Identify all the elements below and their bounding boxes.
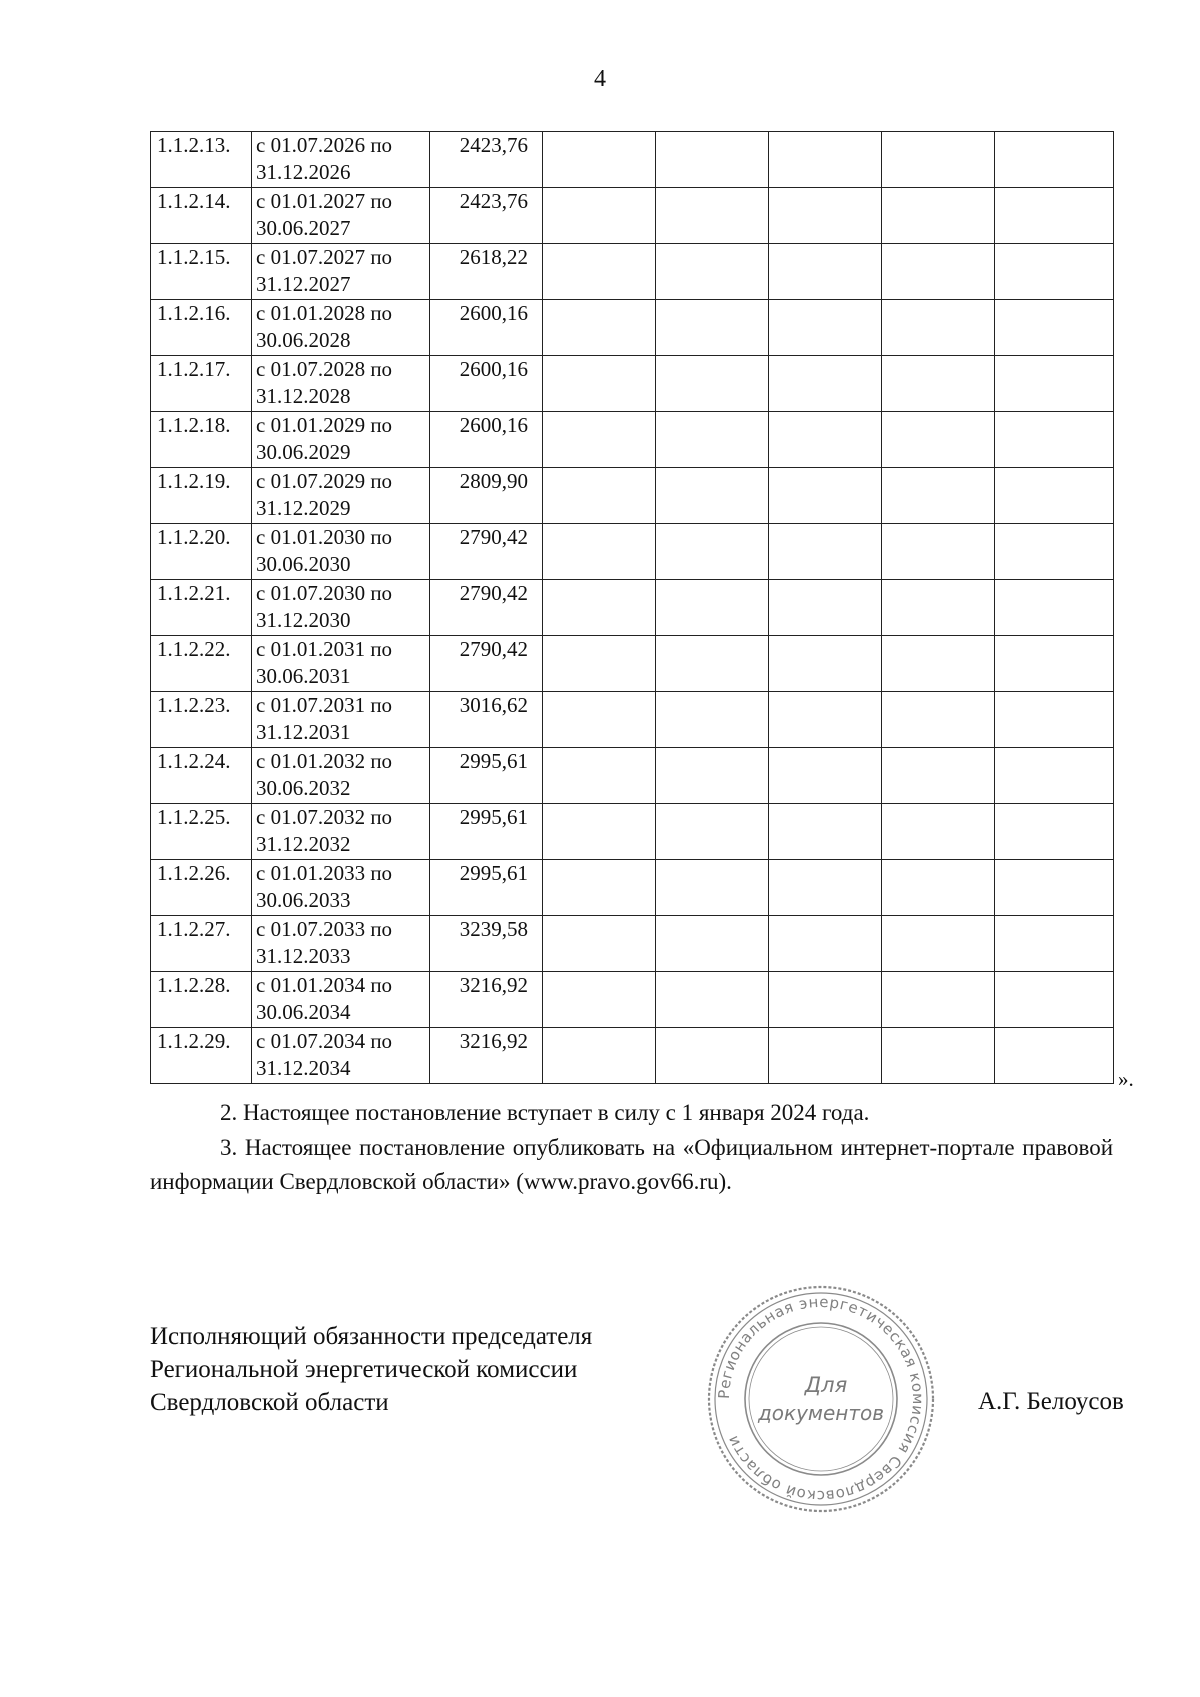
period-start-line: с 01.07.2034 по: [256, 1029, 393, 1053]
empty-cell: [882, 1028, 995, 1084]
row-number-cell: 1.1.2.21.: [151, 580, 252, 636]
row-number-cell: 1.1.2.16.: [151, 300, 252, 356]
empty-cell: [995, 356, 1114, 412]
period-end-line: 31.12.2033: [256, 944, 351, 968]
empty-cell: [995, 524, 1114, 580]
empty-cell: [543, 300, 656, 356]
empty-cell: [656, 244, 769, 300]
row-number-cell: 1.1.2.22.: [151, 636, 252, 692]
empty-cell: [995, 916, 1114, 972]
row-number-cell: 1.1.2.24.: [151, 748, 252, 804]
table-row: [151, 244, 1114, 300]
empty-cell: [656, 524, 769, 580]
period-end-line: 30.06.2032: [256, 776, 351, 800]
tariff-value-cell: 3016,62: [430, 692, 543, 748]
empty-cell: [543, 412, 656, 468]
period-cell: [252, 748, 430, 804]
tariff-value-cell: 3239,58: [430, 916, 543, 972]
empty-cell: [882, 132, 995, 188]
period-cell: [252, 412, 430, 468]
period-end-line: 31.12.2034: [256, 1056, 351, 1080]
period-start-line: с 01.01.2034 по: [256, 973, 393, 997]
position-line-2: Региональной энергетической комиссии: [150, 1356, 578, 1383]
row-number-cell: 1.1.2.29.: [151, 1028, 252, 1084]
period-cell: [252, 244, 430, 300]
period-start-line: с 01.01.2027 по: [256, 189, 393, 213]
period-cell: [252, 972, 430, 1028]
tariff-value-cell: 2995,61: [430, 804, 543, 860]
empty-cell: [995, 972, 1114, 1028]
period-end-line: 30.06.2033: [256, 888, 351, 912]
period-end-line: 31.12.2032: [256, 832, 351, 856]
table-row: [151, 580, 1114, 636]
empty-cell: [543, 804, 656, 860]
period-start-line: с 01.01.2033 по: [256, 861, 393, 885]
period-start-line: с 01.07.2026 по: [256, 133, 393, 157]
period-cell: [252, 524, 430, 580]
row-number-cell: 1.1.2.15.: [151, 244, 252, 300]
period-end-line: 30.06.2031: [256, 664, 351, 688]
table-row: [151, 916, 1114, 972]
empty-cell: [769, 412, 882, 468]
tariff-value-cell: 2809,90: [430, 468, 543, 524]
period-start-line: с 01.01.2028 по: [256, 301, 393, 325]
empty-cell: [656, 804, 769, 860]
empty-cell: [995, 300, 1114, 356]
empty-cell: [882, 356, 995, 412]
empty-cell: [882, 692, 995, 748]
tariff-table: [150, 131, 1114, 1084]
period-start-line: с 01.01.2030 по: [256, 525, 393, 549]
period-end-line: 31.12.2028: [256, 384, 351, 408]
period-cell: [252, 916, 430, 972]
empty-cell: [543, 244, 656, 300]
tariff-value-cell: 2618,22: [430, 244, 543, 300]
empty-cell: [656, 468, 769, 524]
period-start-line: с 01.01.2031 по: [256, 637, 393, 661]
table-row: [151, 356, 1114, 412]
period-start-line: с 01.01.2032 по: [256, 749, 393, 773]
empty-cell: [882, 300, 995, 356]
empty-cell: [769, 580, 882, 636]
period-end-line: 31.12.2027: [256, 272, 351, 296]
period-cell: [252, 1028, 430, 1084]
empty-cell: [882, 636, 995, 692]
period-start-line: с 01.07.2032 по: [256, 805, 393, 829]
empty-cell: [656, 1028, 769, 1084]
period-end-line: 31.12.2026: [256, 160, 351, 184]
empty-cell: [543, 636, 656, 692]
period-cell: [252, 188, 430, 244]
empty-cell: [769, 132, 882, 188]
empty-cell: [769, 748, 882, 804]
empty-cell: [656, 860, 769, 916]
row-number-cell: 1.1.2.18.: [151, 412, 252, 468]
tariff-value-cell: 2600,16: [430, 412, 543, 468]
stamp-ring-text: Региональная энергетическая комиссия Свердловской области: [714, 1292, 928, 1506]
period-end-line: 30.06.2029: [256, 440, 351, 464]
period-end-line: 30.06.2027: [256, 216, 351, 240]
empty-cell: [882, 804, 995, 860]
empty-cell: [995, 860, 1114, 916]
period-start-line: с 01.07.2030 по: [256, 581, 393, 605]
tariff-value-cell: 2600,16: [430, 300, 543, 356]
tariff-value-cell: 2995,61: [430, 748, 543, 804]
period-cell: [252, 692, 430, 748]
tariff-value-cell: 2790,42: [430, 580, 543, 636]
empty-cell: [656, 972, 769, 1028]
official-stamp: [706, 1284, 936, 1514]
table-row: [151, 804, 1114, 860]
empty-cell: [995, 748, 1114, 804]
period-end-line: 30.06.2034: [256, 1000, 351, 1024]
empty-cell: [543, 188, 656, 244]
empty-cell: [769, 804, 882, 860]
empty-cell: [882, 972, 995, 1028]
table-row: [151, 188, 1114, 244]
empty-cell: [769, 300, 882, 356]
period-cell: [252, 860, 430, 916]
empty-cell: [882, 748, 995, 804]
row-number-cell: 1.1.2.23.: [151, 692, 252, 748]
row-number-cell: 1.1.2.19.: [151, 468, 252, 524]
period-start-line: с 01.07.2031 по: [256, 693, 393, 717]
empty-cell: [656, 188, 769, 244]
tariff-value-cell: 2423,76: [430, 188, 543, 244]
empty-cell: [656, 580, 769, 636]
empty-cell: [656, 300, 769, 356]
tariff-value-cell: 3216,92: [430, 1028, 543, 1084]
empty-cell: [656, 748, 769, 804]
tariff-value-cell: 2995,61: [430, 860, 543, 916]
empty-cell: [543, 1028, 656, 1084]
empty-cell: [656, 132, 769, 188]
period-cell: [252, 132, 430, 188]
empty-cell: [882, 412, 995, 468]
period-start-line: с 01.01.2029 по: [256, 413, 393, 437]
empty-cell: [656, 692, 769, 748]
empty-cell: [543, 356, 656, 412]
empty-cell: [995, 188, 1114, 244]
period-cell: [252, 468, 430, 524]
empty-cell: [882, 244, 995, 300]
table-row: [151, 524, 1114, 580]
empty-cell: [543, 524, 656, 580]
empty-cell: [882, 860, 995, 916]
period-cell: [252, 356, 430, 412]
stamp-center-line-2: документов: [757, 1401, 885, 1425]
empty-cell: [995, 580, 1114, 636]
empty-cell: [769, 692, 882, 748]
table-row: [151, 468, 1114, 524]
row-number-cell: 1.1.2.26.: [151, 860, 252, 916]
period-end-line: 30.06.2030: [256, 552, 351, 576]
signatory-name: А.Г. Белоусов: [978, 1388, 1124, 1415]
empty-cell: [543, 916, 656, 972]
empty-cell: [769, 244, 882, 300]
position-line-3: Свердловской области: [150, 1389, 389, 1416]
table-row: [151, 132, 1114, 188]
empty-cell: [995, 804, 1114, 860]
row-number-cell: 1.1.2.20.: [151, 524, 252, 580]
tariff-value-cell: 2423,76: [430, 132, 543, 188]
closing-quote: ».: [1118, 1067, 1134, 1091]
row-number-cell: 1.1.2.13.: [151, 132, 252, 188]
empty-cell: [769, 524, 882, 580]
empty-cell: [995, 1028, 1114, 1084]
empty-cell: [656, 916, 769, 972]
empty-cell: [769, 972, 882, 1028]
period-cell: [252, 636, 430, 692]
empty-cell: [656, 356, 769, 412]
period-cell: [252, 804, 430, 860]
position-line-1: Исполняющий обязанности председателя: [150, 1323, 593, 1350]
page-number: 4: [594, 66, 606, 92]
table-row: [151, 860, 1114, 916]
empty-cell: [543, 468, 656, 524]
row-number-cell: 1.1.2.27.: [151, 916, 252, 972]
empty-cell: [882, 524, 995, 580]
empty-cell: [543, 580, 656, 636]
period-start-line: с 01.07.2028 по: [256, 357, 393, 381]
tariff-table-body: [151, 132, 1114, 1084]
empty-cell: [769, 1028, 882, 1084]
empty-cell: [995, 412, 1114, 468]
empty-cell: [543, 132, 656, 188]
empty-cell: [882, 468, 995, 524]
tariff-value-cell: 2790,42: [430, 524, 543, 580]
table-row: [151, 1028, 1114, 1084]
period-end-line: 30.06.2028: [256, 328, 351, 352]
tariff-value-cell: 3216,92: [430, 972, 543, 1028]
row-number-cell: 1.1.2.28.: [151, 972, 252, 1028]
empty-cell: [543, 748, 656, 804]
table-row: [151, 300, 1114, 356]
period-cell: [252, 580, 430, 636]
paragraph-3: 3. Настоящее постановление опубликовать на «Официальном интернет-портале правовой информации Свердловской области» (www.pravo.gov66.ru).: [150, 1135, 1113, 1194]
table-row: [151, 636, 1114, 692]
row-number-cell: 1.1.2.14.: [151, 188, 252, 244]
empty-cell: [543, 860, 656, 916]
period-start-line: с 01.07.2033 по: [256, 917, 393, 941]
empty-cell: [769, 636, 882, 692]
empty-cell: [656, 636, 769, 692]
empty-cell: [882, 580, 995, 636]
empty-cell: [995, 468, 1114, 524]
empty-cell: [882, 916, 995, 972]
period-end-line: 31.12.2030: [256, 608, 351, 632]
table-row: [151, 412, 1114, 468]
empty-cell: [543, 972, 656, 1028]
period-end-line: 31.12.2031: [256, 720, 351, 744]
empty-cell: [543, 692, 656, 748]
signatory-position: [150, 1320, 592, 1419]
empty-cell: [769, 860, 882, 916]
period-cell: [252, 300, 430, 356]
empty-cell: [769, 468, 882, 524]
paragraph-2: 2. Настоящее постановление вступает в силу с 1 января 2024 года.: [220, 1100, 870, 1125]
empty-cell: [656, 412, 769, 468]
empty-cell: [882, 188, 995, 244]
period-end-line: 31.12.2029: [256, 496, 351, 520]
row-number-cell: 1.1.2.17.: [151, 356, 252, 412]
empty-cell: [995, 692, 1114, 748]
table-row: [151, 748, 1114, 804]
row-number-cell: 1.1.2.25.: [151, 804, 252, 860]
period-start-line: с 01.07.2029 по: [256, 469, 393, 493]
svg-text:Региональная энергетическая ко: [715, 1293, 927, 1505]
empty-cell: [995, 636, 1114, 692]
empty-cell: [769, 188, 882, 244]
empty-cell: [995, 244, 1114, 300]
period-start-line: с 01.07.2027 по: [256, 245, 393, 269]
table-row: [151, 972, 1114, 1028]
empty-cell: [995, 132, 1114, 188]
tariff-value-cell: 2790,42: [430, 636, 543, 692]
empty-cell: [769, 916, 882, 972]
table-row: [151, 692, 1114, 748]
empty-cell: [769, 356, 882, 412]
tariff-value-cell: 2600,16: [430, 356, 543, 412]
stamp-center-line-1: Для: [804, 1373, 848, 1397]
